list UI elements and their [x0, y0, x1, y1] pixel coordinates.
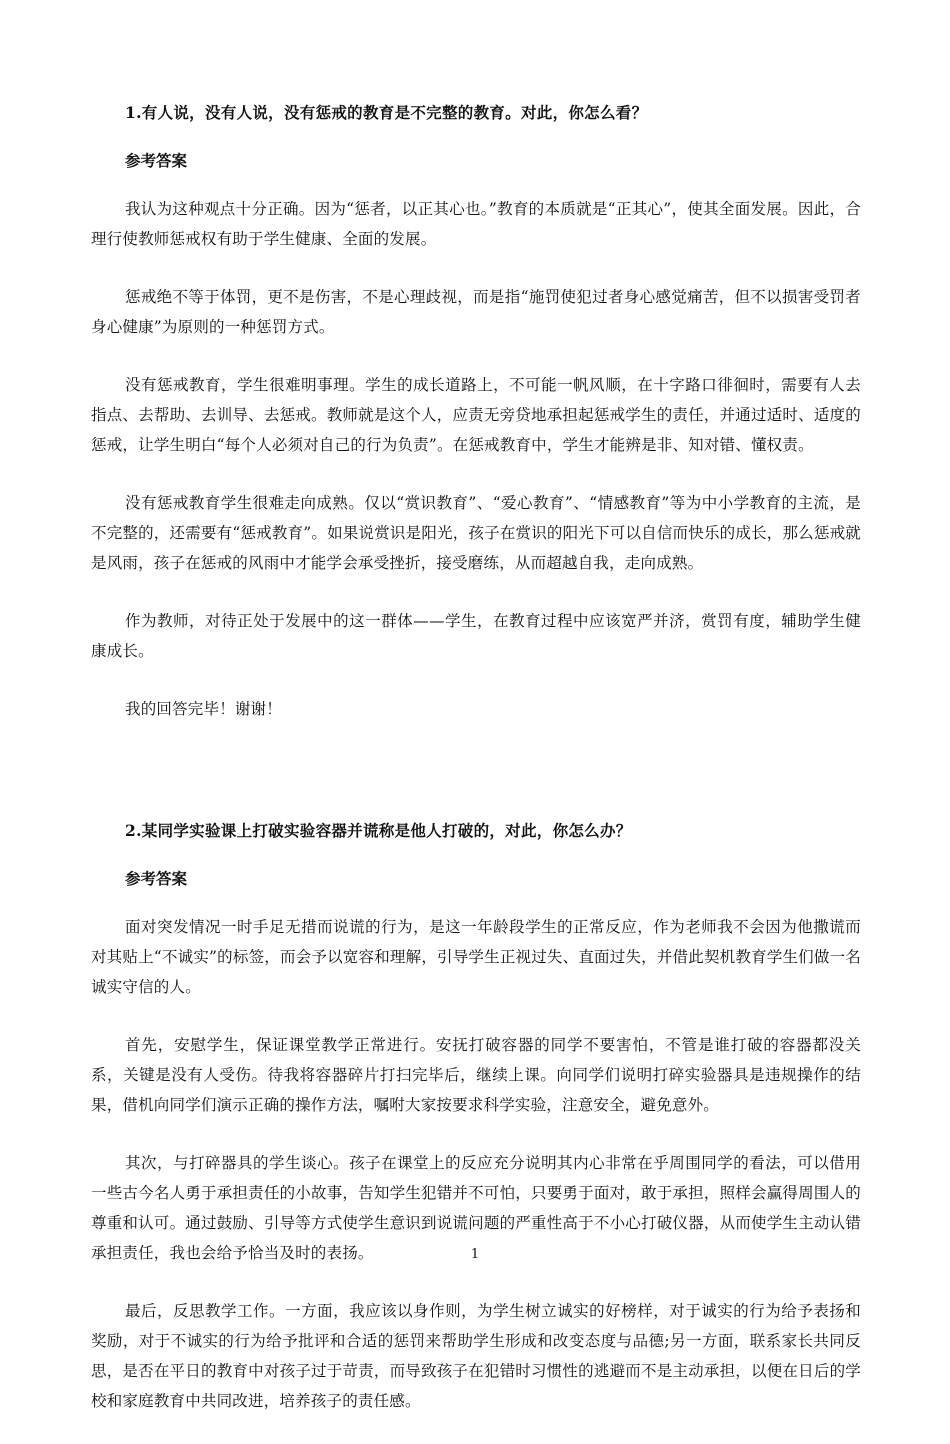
answer-label: 参考答案: [125, 151, 188, 170]
answer-paragraph: 我认为这种观点十分正确。因为“惩者，以正其心也。”教育的本质就是“正其心”，使其全面发展。因此，合理行使教师惩戒权有助于学生健康、全面的发展。: [91, 200, 861, 248]
answer-paragraph: 没有惩戒教育学生很难走向成熟。仅以“赏识教育”、“爱心教育”、“情感教育”等为中小学教育的主流，是不完整的，还需要有“惩戒教育”。如果说赏识是阳光，孩子在赏识的阳光下可以自信而快乐的成长，那么惩戒就是风雨，孩子在惩戒的风雨中才能学会承受挫折，接受磨练，从而超越自我，走向成熟。: [91, 494, 861, 572]
answer-label: 参考答案: [125, 869, 188, 888]
answer-paragraph: 惩戒绝不等于体罚，更不是伤害，不是心理歧视，而是指“施罚使犯过者身心感觉痛苦，但不以损害受罚者身心健康”为原则的一种惩罚方式。: [91, 288, 861, 336]
answer-paragraph: 作为教师，对待正处于发展中的这一群体——学生，在教育过程中应该宽严并济，赏罚有度，辅助学生健康成长。: [91, 612, 861, 660]
page-number: 1: [470, 1247, 480, 1262]
answer-paragraph: 其次，与打碎器具的学生谈心。孩子在课堂上的反应充分说明其内心非常在乎周围同学的看法，可以借用一些古今名人勇于承担责任的小故事，告知学生犯错并不可怕，只要勇于面对，敢于承担，照样会赢得周围人的尊重和认可。通过鼓励、引导等方式使学生意识到说谎问题的严重性高于不小心打破仪器，从而使学生主动认错承担责任，我也会给予恰当及时的表扬。: [91, 1154, 861, 1262]
answer-paragraph: 面对突发情况一时手足无措而说谎的行为，是这一年龄段学生的正常反应，作为老师我不会因为他撒谎而对其贴上“不诚实”的标签，而会予以宽容和理解，引导学生正视过失、直面过失，并借此契机教育学生们做一名诚实守信的人。: [91, 918, 861, 996]
question-title: 2.某同学实验课上打破实验容器并谎称是他人打破的，对此，你怎么办？: [125, 821, 632, 840]
question-section-1: [91, 100, 861, 724]
question-title: 1.有人说，没有人说，没有惩戒的教育是不完整的教育。对此，你怎么看？: [125, 103, 648, 122]
section-spacer: [91, 752, 861, 818]
answer-paragraph: 首先，安慰学生，保证课堂教学正常进行。安抚打破容器的同学不要害怕，不管是谁打破的容器都没关系，关键是没有人受伤。待我将容器碎片打扫完毕后，继续上课。向同学们说明打碎实验器具是违规操作的结果，借机向同学们演示正确的操作方法，嘱咐大家按要求科学实验，注意安全，避免意外。: [91, 1036, 861, 1114]
answer-paragraph: 我的回答完毕！谢谢！: [125, 700, 283, 718]
question-section-2: [91, 818, 861, 1416]
document-content: [91, 100, 861, 1444]
answer-paragraph: 没有惩戒教育，学生很难明事理。学生的成长道路上，不可能一帆风顺，在十字路口徘徊时，需要有人去指点、去帮助、去训导、去惩戒。教师就是这个人，应责无旁贷地承担起惩戒学生的责任，并通过适时、适度的惩戒，让学生明白“每个人必须对自己的行为负责”。在惩戒教育中，学生才能辨是非、知对错、懂权责。: [91, 376, 861, 454]
answer-paragraph: 最后，反思教学工作。一方面，我应该以身作则，为学生树立诚实的好榜样，对于诚实的行为给予表扬和奖励，对于不诚实的行为给予批评和合适的惩罚来帮助学生形成和改变态度与品德;另一方面，联系家长共同反思，是否在平日的教育中对孩子过于苛责，而导致孩子在犯错时习惯性的逃避而不是主动承担，以便在日后的学校和家庭教育中共同改进，培养孩子的责任感。: [91, 1302, 861, 1410]
